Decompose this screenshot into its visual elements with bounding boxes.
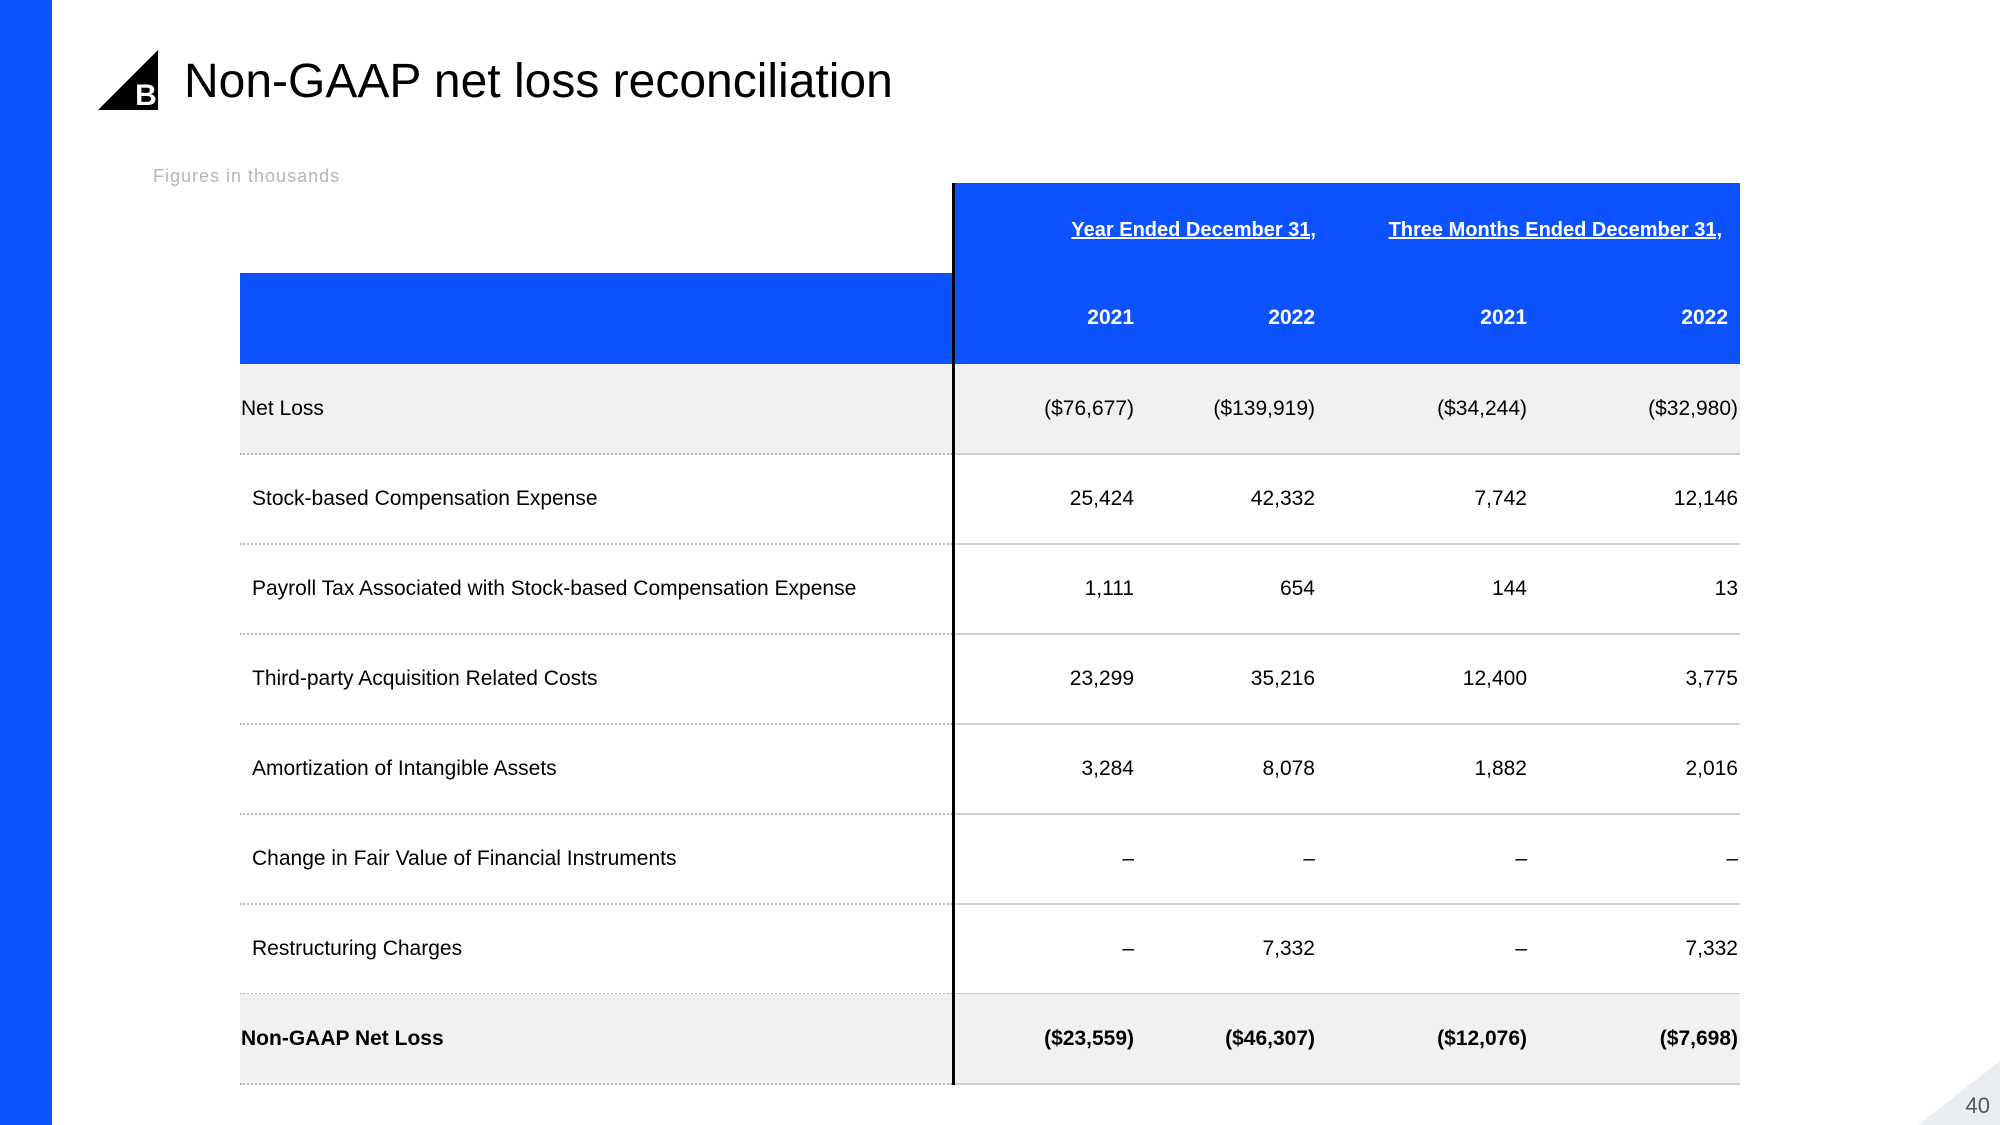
table-cell: ($46,307) [1225,1027,1315,1050]
year-header: 2022 [1268,306,1315,329]
table-cell: ($139,919) [1213,397,1315,420]
table-cell: – [1122,847,1134,870]
group-header-year: Year Ended December 31, [1071,219,1316,241]
row-label: Third-party Acquisition Related Costs [252,667,598,690]
row-label: Change in Fair Value of Financial Instruments [252,847,677,870]
column-divider [952,183,955,1085]
slide-title: Non-GAAP net loss reconciliation [184,55,893,108]
table-cell: 12,146 [1673,487,1738,510]
table-cell: 144 [1491,577,1527,600]
column-header-block [954,183,1740,364]
table-cell: 42,332 [1250,487,1315,510]
table-cell: ($12,076) [1437,1027,1527,1050]
table-cell: 1,111 [1084,577,1134,600]
table-row [240,814,1740,904]
year-header: 2021 [1480,306,1527,329]
row-label: Net Loss [241,397,324,420]
row-header-block [240,273,954,364]
year-header: 2021 [1087,306,1134,329]
group-header-quarter: Three Months Ended December 31, [1388,219,1722,241]
table-cell: – [1122,937,1134,960]
table-cell: – [1726,847,1738,870]
table-cell: 13 [1714,577,1738,600]
table-cell: 7,332 [1685,937,1738,960]
row-label: Stock-based Compensation Expense [252,487,598,510]
table-row [240,544,1740,634]
table-cell: 35,216 [1250,667,1315,690]
table-row-total [240,994,1740,1084]
table-cell: 7,332 [1262,937,1315,960]
table-cell: 1,882 [1474,757,1527,780]
table-cell: 12,400 [1462,667,1527,690]
table-cell: – [1303,847,1315,870]
table-cell: 7,742 [1474,487,1527,510]
row-label: Amortization of Intangible Assets [252,757,557,780]
table-row [240,634,1740,724]
table-cell: 2,016 [1685,757,1738,780]
bigcommerce-logo-icon [98,50,158,110]
table-cell: ($76,677) [1044,397,1134,420]
table-cell: 8,078 [1262,757,1315,780]
table-cell: – [1515,937,1527,960]
table-row [240,724,1740,814]
table-row [240,904,1740,994]
table-cell: ($23,559) [1044,1027,1134,1050]
figures-note: Figures in thousands [153,166,341,186]
table-row [240,454,1740,544]
svg-text:B: B [135,79,157,110]
table-cell: 3,284 [1081,757,1134,780]
row-label-cell [240,364,952,455]
row-label: Restructuring Charges [252,937,463,960]
table-row [240,364,1740,454]
table-cell: 23,299 [1069,667,1134,690]
row-label: Non-GAAP Net Loss [241,1027,444,1050]
table-cell: 25,424 [1069,487,1134,510]
table-cell: ($34,244) [1437,397,1527,420]
row-label: Payroll Tax Associated with Stock-based Compensation Expense [252,577,857,600]
table-cell: 3,775 [1685,667,1738,690]
left-accent-bar [0,0,52,1125]
year-header: 2022 [1681,306,1728,329]
page-number: 40 [1965,1093,1990,1118]
table-cell: 654 [1279,577,1315,600]
table-cell: – [1515,847,1527,870]
table-cell: ($32,980) [1648,397,1738,420]
table-cell: ($7,698) [1659,1027,1738,1050]
